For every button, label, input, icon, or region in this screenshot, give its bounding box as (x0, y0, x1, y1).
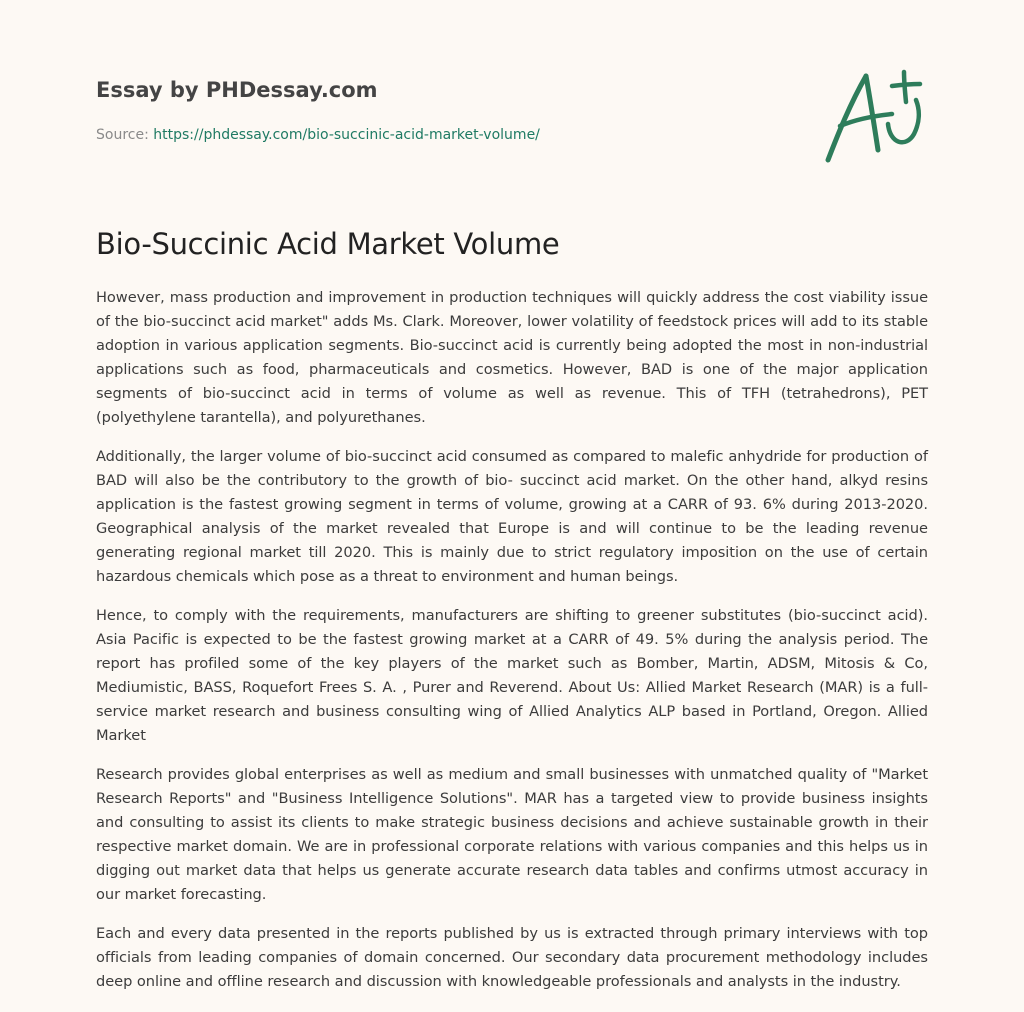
a-plus-logo-icon (820, 64, 930, 168)
source-label: Source: (96, 127, 154, 143)
page-header (96, 76, 928, 145)
site-title: Essay by PHDessay.com (96, 78, 378, 102)
essay-paragraph: Additionally, the larger volume of bio-succinct acid consumed as compared to malefic anhydride for production of BAD will also be the contributory to the growth of bio- succinct acid market. On the other hand, alkyd resins application is the fastest growing segment in terms of volume, growing at a CARR of 93. 6% during 2013-2020. Geographical analysis of the market revealed that Europe is and will continue to be the leading revenue generating regional market till 2020. This is mainly due to strict regulatory imposition on the use of certain hazardous chemicals which pose as a threat to environment and human beings. (96, 448, 928, 585)
essay-paragraph: Each and every data presented in the reports published by us is extracted through primary interviews with top officials from leading companies of domain concerned. Our secondary data procurement methodology includes deep online and offline research and discussion with knowledgeable professionals and analysts in the industry. (96, 925, 928, 990)
source-line (96, 125, 928, 145)
essay-paragraph: Hence, to comply with the requirements, manufacturers are shifting to greener substitutes (bio-succinct acid). Asia Pacific is expected to be the fastest growing market at a CARR of 49. 5% during the analysis period. The report has profiled some of the key players of the market such as Bomber, Martin, ADSM, Mitosis & Co, Mediumistic, BASS, Roquefort Frees S. A. , Purer and Reverend. About Us: Allied Market Research (MAR) is a full-service market research and business consulting wing of Allied Analytics ALP based in Portland, Oregon. Allied Market (96, 607, 928, 744)
essay-paragraph: However, mass production and improvement in production techniques will quickly address the cost viability issue of the bio-succinct acid market" adds Ms. Clark. Moreover, lower volatility of feedstock prices will add to its stable adoption in various application segments. Bio-succinct acid is currently being adopted the most in non-industrial applications such as food, pharmaceuticals and cosmetics. However, BAD is one of the major application segments of bio-succinct acid in terms of volume as well as revenue. This of TFH (tetrahedrons), PET (polyethylene tarantella), and polyurethanes. (96, 289, 928, 426)
essay-title: Bio-Succinic Acid Market Volume (96, 227, 560, 261)
essay-body (96, 286, 928, 1009)
essay-paragraph: Research provides global enterprises as well as medium and small businesses with unmatched quality of "Market Research Reports" and "Business Intelligence Solutions". MAR has a targeted view to provide business insights and consulting to assist its clients to make strategic business decisions and achieve sustainable growth in their respective market domain. We are in professional corporate relations with various companies and this helps us in digging out market data that helps us generate accurate research data tables and confirms utmost accuracy in our market forecasting. (96, 766, 928, 903)
source-link[interactable]: https://phdessay.com/bio-succinic-acid-market-volume/ (153, 127, 540, 143)
